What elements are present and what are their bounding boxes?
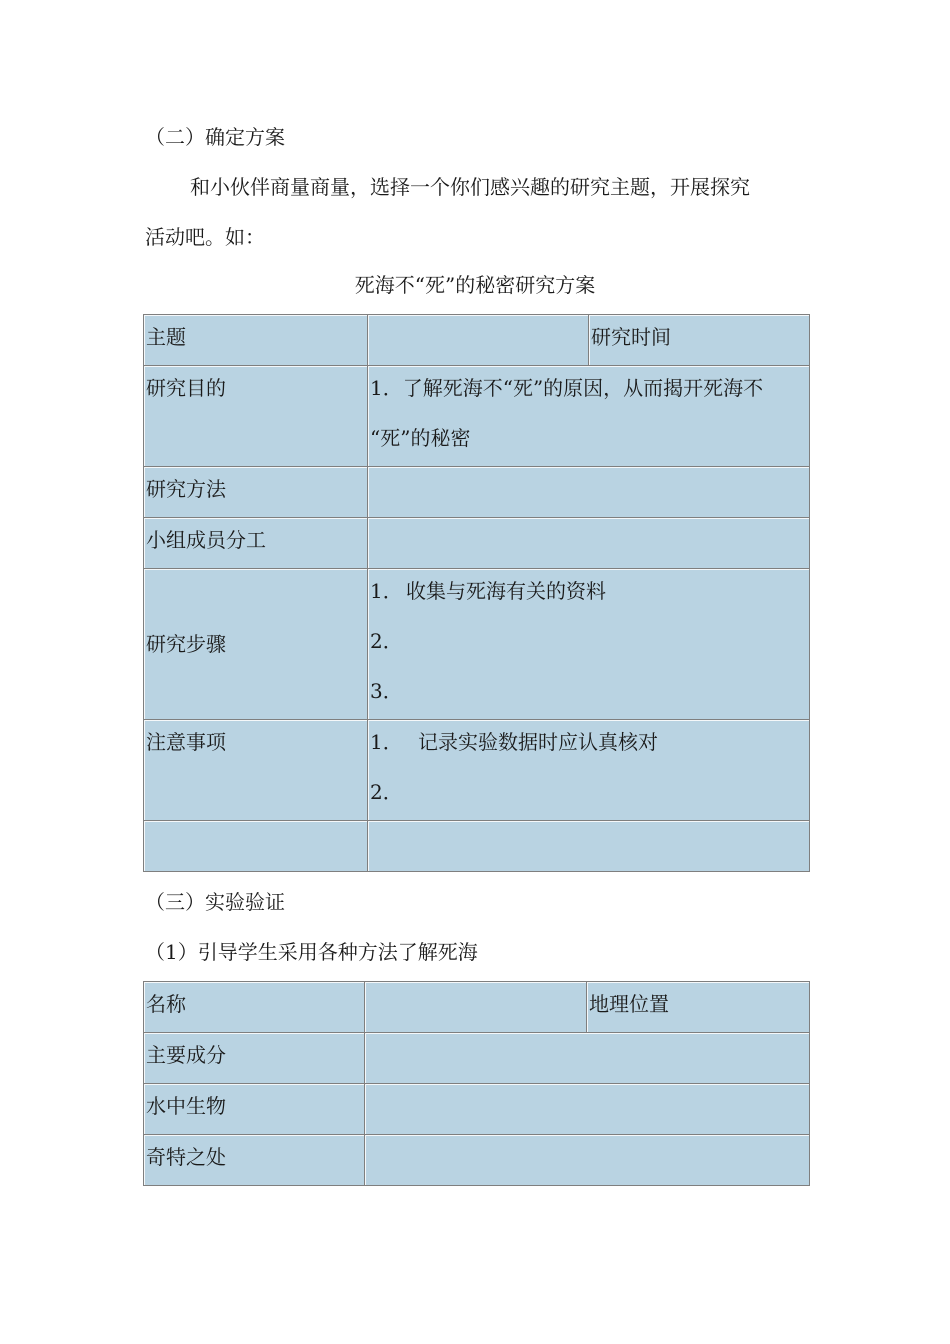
research-time-label: 研究时间 — [591, 325, 671, 349]
organisms-label: 水中生物 — [144, 1084, 365, 1135]
topic-label: 主题 — [144, 315, 368, 366]
research-time-field[interactable] — [589, 315, 810, 366]
step-item: 1． 收集与死海有关的资料 — [370, 579, 606, 603]
intro-paragraph-line-2: 活动吧。如： — [145, 225, 265, 249]
name-label: 名称 — [144, 982, 365, 1033]
table-row — [144, 366, 810, 467]
table-row — [144, 1084, 810, 1135]
steps-field[interactable] — [368, 569, 810, 720]
method-label: 研究方法 — [144, 467, 368, 518]
step-item: 2． — [370, 629, 403, 653]
table-row — [144, 720, 810, 821]
topic-field[interactable] — [368, 315, 589, 366]
notes-label: 注意事项 — [144, 720, 368, 821]
name-field[interactable] — [365, 982, 587, 1033]
composition-field[interactable] — [365, 1033, 810, 1084]
section-heading-3: （三）实验验证 — [145, 890, 285, 914]
table-row — [144, 315, 810, 366]
note-item: 2． — [370, 780, 403, 804]
research-plan-table — [143, 314, 810, 872]
blank-value-cell[interactable] — [368, 821, 810, 872]
table-row — [144, 821, 810, 872]
members-label: 小组成员分工 — [144, 518, 368, 569]
dead-sea-info-table — [143, 981, 810, 1186]
table-row — [144, 982, 810, 1033]
organisms-field[interactable] — [365, 1084, 810, 1135]
table-row — [144, 518, 810, 569]
step-item: 3． — [370, 679, 403, 703]
section-heading-2: （二）确定方案 — [145, 125, 285, 149]
subsection-heading-1: （1）引导学生采用各种方法了解死海 — [145, 940, 478, 964]
intro-paragraph-line-1: 和小伙伴商量商量，选择一个你们感兴趣的研究主题，开展探究 — [190, 175, 750, 199]
note-item: 1． 记录实验数据时应认真核对 — [370, 730, 658, 754]
method-field[interactable] — [368, 467, 810, 518]
features-label: 奇特之处 — [144, 1135, 365, 1186]
blank-label-cell[interactable] — [144, 821, 368, 872]
notes-field[interactable] — [368, 720, 810, 821]
purpose-value[interactable]: 1．了解死海不“死”的原因，从而揭开死海不 “死”的秘密 — [368, 366, 810, 467]
table-row — [144, 1033, 810, 1084]
composition-label: 主要成分 — [144, 1033, 365, 1084]
location-label: 地理位置 — [589, 992, 669, 1016]
purpose-label: 研究目的 — [144, 366, 368, 467]
table-row — [144, 467, 810, 518]
features-field[interactable] — [365, 1135, 810, 1186]
members-field[interactable] — [368, 518, 810, 569]
location-field[interactable] — [587, 982, 810, 1033]
steps-label: 研究步骤 — [144, 569, 368, 720]
table-row — [144, 1135, 810, 1186]
table-row — [144, 569, 810, 720]
plan-title: 死海不“死”的秘密研究方案 — [354, 273, 596, 297]
